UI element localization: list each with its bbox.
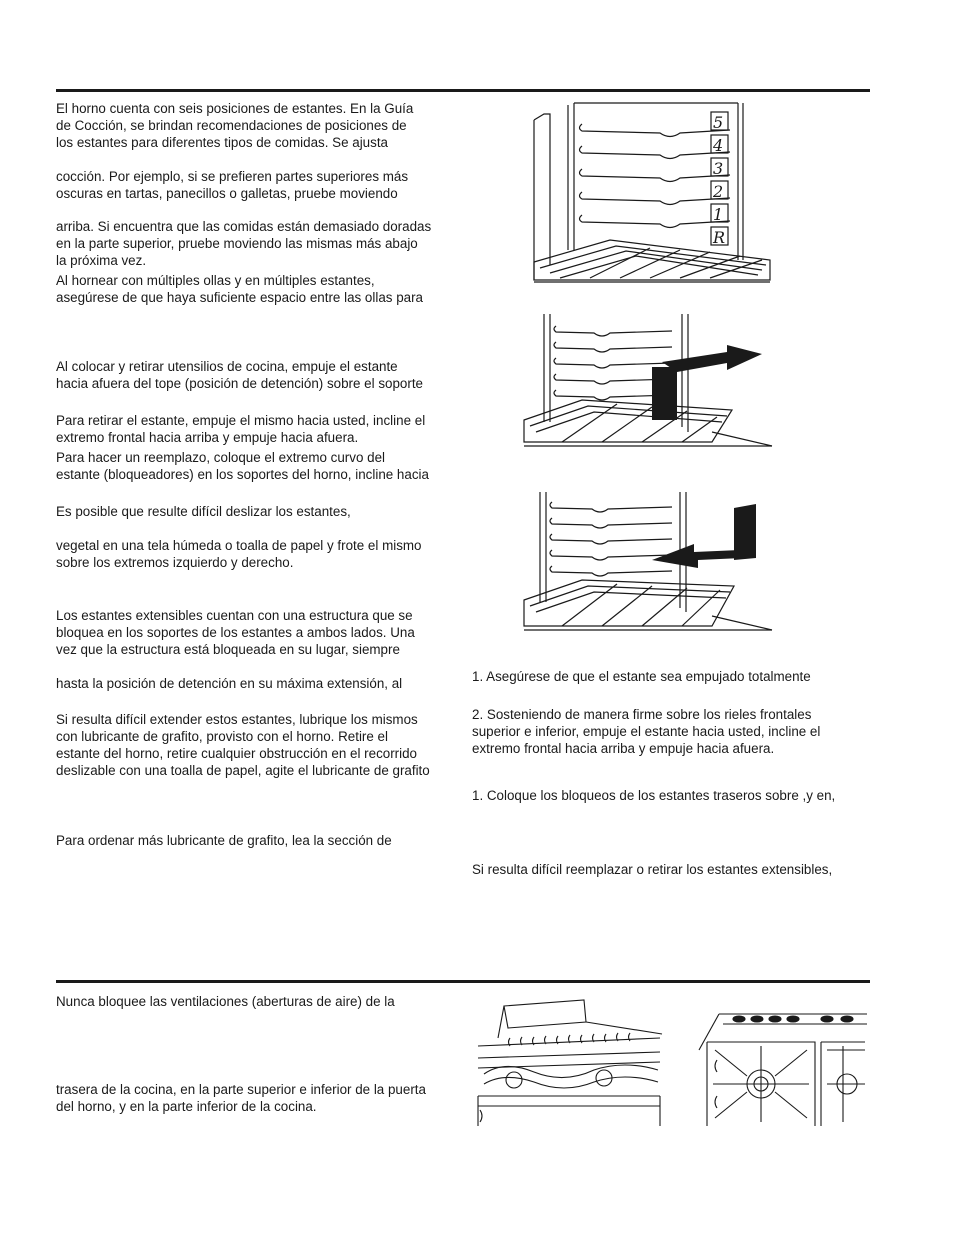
paragraph: El horno cuenta con seis posiciones de estantes. En la Guía de Cocción, se brindan recomendaciones de posiciones de los estantes para diferentes tipos de comidas. Se ajusta bbox=[56, 101, 414, 150]
paragraph: vegetal en una tela húmeda o toalla de papel y frote el mismo sobre los extremos izquierdo y derecho. bbox=[56, 538, 422, 570]
step-item: 1. Asegúrese de que el estante sea empujado totalmente bbox=[472, 669, 811, 684]
paragraph: Para ordenar más lubricante de grafito, lea la sección de bbox=[56, 833, 392, 848]
cooktop-vents-illustration bbox=[697, 1010, 867, 1128]
paragraph: trasera de la cocina, en la parte superior e inferior de la puerta del horno, y en la parte inferior de la cocina. bbox=[56, 1082, 426, 1114]
paragraph: Para retirar el estante, empuje el mismo hacia usted, incline el extremo frontal hacia arriba y empuje hacia afuera. bbox=[56, 413, 426, 445]
step-item: 1. Coloque los bloqueos de los estantes traseros sobre ,y en, bbox=[472, 788, 836, 803]
paragraph: hasta la posición de detención en su máxima extensión, al bbox=[56, 676, 403, 691]
rack-removal-illustration bbox=[522, 312, 782, 452]
rack-position-label: 1 bbox=[713, 205, 724, 224]
paragraph: arriba. Si encuentra que las comidas están demasiado doradas en la parte superior, pruebe moviendo las mismas más abajo la próxima vez. bbox=[56, 219, 432, 268]
paragraph: Para hacer un reemplazo, coloque el extremo curvo del estante (bloqueadores) en los soportes del horno, incline hacia bbox=[56, 450, 429, 482]
paragraph: Nunca bloquee las ventilaciones (aberturas de aire) de la bbox=[56, 994, 395, 1009]
paragraph: Si resulta difícil reemplazar o retirar los estantes extensibles, bbox=[472, 862, 833, 877]
step-item: 2. Sosteniendo de manera firme sobre los rieles frontales superior e inferior, empuje el estante hacia usted, incline el extremo frontal hacia arriba y empuje hacia afuera. bbox=[472, 707, 821, 756]
paragraph: Al colocar y retirar utensilios de cocina, empuje el estante hacia afuera del tope (posición de detención) sobre el soporte bbox=[56, 359, 423, 391]
paragraph: cocción. Por ejemplo, si se prefieren partes superiores más oscuras en tartas, panecillos o galletas, pruebe moviendo bbox=[56, 169, 409, 201]
rack-position-label: 5 bbox=[713, 113, 724, 132]
rack-position-label: 3 bbox=[713, 159, 724, 178]
rack-replacement-illustration bbox=[522, 490, 782, 635]
paragraph: Si resulta difícil extender estos estantes, lubrique los mismos con lubricante de grafito, provisto con el horno. Retire el estante del horno, retire cualquier obstrucción en el recorrido deslizable con una toalla de papel, agite el lubricante de grafito bbox=[56, 712, 430, 778]
paragraph: Los estantes extensibles cuentan con una estructura que se bloquea en los soportes de los estantes a ambos lados. Una vez que la estructura está bloqueada en su lugar, siempre bbox=[56, 608, 415, 657]
rack-position-label: 4 bbox=[713, 136, 724, 155]
rack-position-label: R bbox=[713, 228, 726, 247]
range-vents-illustration-front bbox=[474, 998, 664, 1128]
paragraph: Es posible que resulte difícil deslizar los estantes, bbox=[56, 504, 351, 519]
section-rule-vents bbox=[56, 980, 870, 983]
section-rule-shelves bbox=[56, 89, 870, 92]
rack-position-label: 2 bbox=[713, 182, 724, 201]
paragraph: Al hornear con múltiples ollas y en múltiples estantes, asegúrese de que haya suficiente espacio entre las ollas para bbox=[56, 273, 423, 305]
oven-rack-positions-illustration bbox=[530, 100, 775, 285]
